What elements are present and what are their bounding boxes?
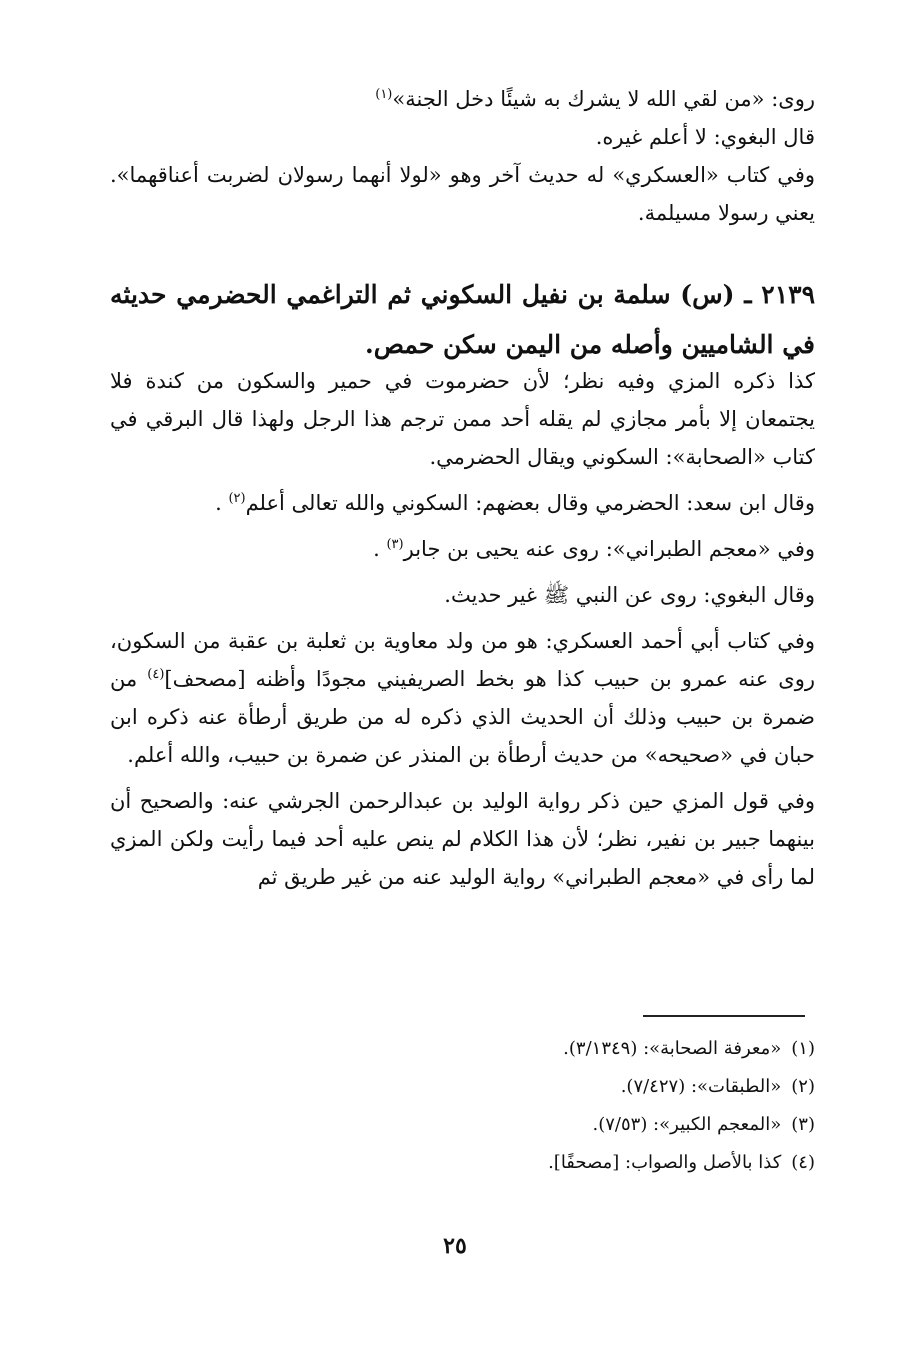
paragraph-abu-ahmad: وفي كتاب أبي أحمد العسكري: هو من ولد معاوية بن ثعلبة بن عقبة من السكون، روى عنه عمرو بن حبيب كذا هو بخط الصريفيني مجودًا وأظنه [مصحف]$^{(٤)}$ من ضمرة بن حبيب وذلك أن الحديث الذي ذكره له من طريق أرطأة عنه ذكره ابن حبان في «صحيحه» من حديث أرطأة بن المنذر عن ضمرة بن حبيب، والله أعلم. xyxy=(110,629,815,767)
opening-text xyxy=(110,80,815,232)
footnote-ref-1[interactable]: (١) xyxy=(375,87,393,102)
footnote-ref-2[interactable]: (٢) xyxy=(228,491,246,506)
baghawi-line: قال البغوي: لا أعلم غيره. xyxy=(595,125,815,149)
paragraph-mizzi: كذا ذكره المزي وفيه نظر؛ لأن حضرموت في حمير والسكون من كندة فلا يجتمعان إلا بأمر مجازي لم يقله أحد ممن ترجم هذا الرجل ولهذا قال البرقي في كتاب «الصحابة»: السكوني ويقال الحضرمي. xyxy=(110,369,815,469)
paragraph-tabarani: وفي «معجم الطبراني»: روى عنه يحيى بن جابر$^{(٣)}$ . xyxy=(373,537,815,561)
paragraph-walid: وفي قول المزي حين ذكر رواية الوليد بن عبدالرحمن الجرشي عنه: والصحيح أن بينهما جبير بن نفير، نظر؛ لأن هذا الكلام لم ينص عليه أحد فيما رأيت ولكن المزي لما رأى في «معجم الطبراني» رواية الوليد عنه من غير طريق ثم xyxy=(110,789,815,889)
entry-body xyxy=(110,362,815,896)
paragraph-baghawi: وقال البغوي: روى عن النبي ﷺ غير حديث. xyxy=(444,583,815,607)
footnote-3: (٣)«المعجم الكبير»: (٧/٥٣). xyxy=(592,1114,815,1135)
hadith-text: روى: «من لقي الله لا يشرك به شيئًا دخل الجنة» xyxy=(392,87,815,111)
askari-paragraph: وفي كتاب «العسكري» له حديث آخر وهو «لولا أنهما رسولان لضربت أعناقهما». يعني رسولا مسيلمة. xyxy=(110,163,815,225)
footnotes xyxy=(110,1030,815,1182)
footnote-1: (١)«معرفة الصحابة»: (٣/١٣٤٩). xyxy=(563,1038,815,1059)
footnote-4: (٤)كذا بالأصل والصواب: [مصحفًا]. xyxy=(548,1152,815,1173)
paragraph-ibn-saad: وقال ابن سعد: الحضرمي وقال بعضهم: السكوني والله تعالى أعلم$^{(٢)}$ . xyxy=(215,491,815,515)
entry-heading: ٢١٣٩ ـ (س) سلمة بن نفيل السكوني ثم التراغمي الحضرمي حديثه في الشاميين وأصله من اليمن سكن حمص. xyxy=(110,280,815,359)
footnote-ref-4[interactable]: (٤) xyxy=(147,667,165,682)
footnote-divider xyxy=(643,1015,805,1017)
hadith-line xyxy=(110,80,815,118)
footnote-ref-3[interactable]: (٣) xyxy=(386,537,404,552)
page-number: ٢٥ xyxy=(443,1233,467,1259)
footnote-2: (٢)«الطبقات»: (٧/٤٢٧). xyxy=(620,1076,815,1097)
